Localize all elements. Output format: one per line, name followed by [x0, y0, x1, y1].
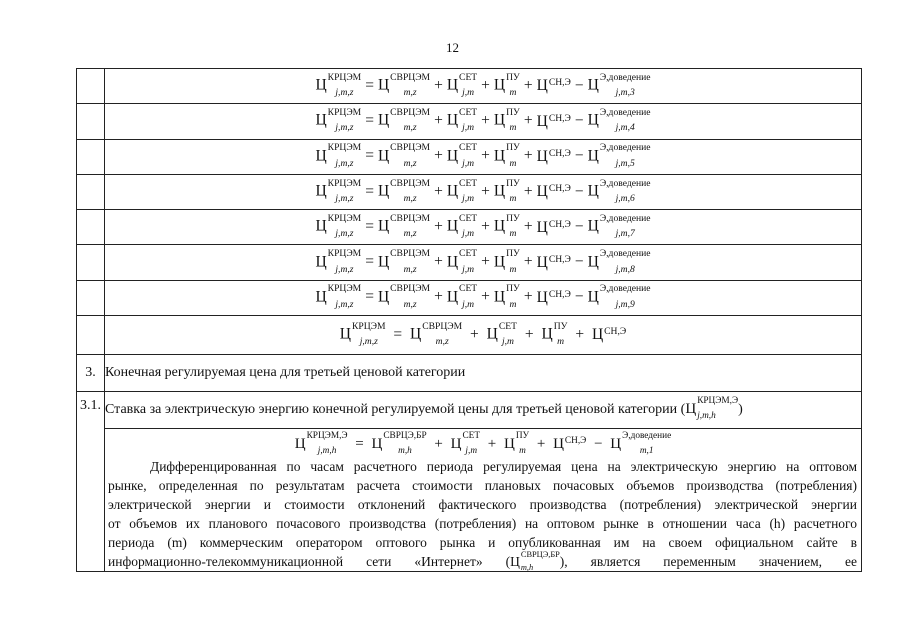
formula-cell [105, 174, 862, 209]
formula-row [77, 139, 862, 174]
term-set: Ц СЕТ j,m [446, 248, 478, 275]
term-sne: Ц СН,Э [536, 77, 571, 95]
term-sne: Ц СН,Э [536, 289, 571, 307]
term-pu: Ц ПУ m [503, 430, 530, 456]
row-number-cell [77, 139, 105, 174]
term-pu: Ц ПУ m [493, 142, 520, 169]
section-number: 3. [77, 355, 105, 392]
minus-sign: − [574, 253, 584, 271]
equals-sign: = [365, 253, 374, 271]
plus-sign: + [434, 76, 443, 94]
row-number-cell [77, 210, 105, 245]
term-krtsem: Ц КРЦЭМ j,m,z [339, 320, 386, 347]
plus-sign: + [481, 76, 490, 94]
term-set: Ц СЕТ j,m [486, 320, 517, 347]
equals-sign: = [365, 182, 374, 200]
formula-cell [105, 280, 862, 315]
term-svrtse-br: Ц СВРЦЭ,БР m,h [371, 430, 427, 456]
formula-row [77, 280, 862, 315]
minus-sign: − [574, 112, 584, 129]
term-set: Ц СЕТ j,m [446, 71, 478, 99]
term-svrtsem: Ц СВРЦЭМ m,z [410, 320, 463, 347]
term-edov: Ц Э,доведение j,m,9 [587, 283, 651, 310]
formula-section-3-1 [105, 429, 861, 457]
term-set: Ц СЕТ j,m [446, 177, 478, 204]
formula-row-no-deduction [77, 316, 862, 355]
plus-sign: + [523, 147, 533, 165]
plus-sign: + [524, 325, 534, 343]
section-title: Конечная регулируемая цена для третьей ценовой категории [105, 355, 862, 392]
term-svrtsem: Ц СВРЦЭМ m,z [377, 248, 431, 275]
term-krtsem: Ц КРЦЭМ j,m,z [315, 212, 362, 240]
term-svrtsem: Ц СВРЦЭМ m,z [377, 142, 431, 169]
term-edov: Ц Э,доведение j,m,3 [587, 71, 651, 99]
formula-cell [105, 316, 862, 355]
document-table [76, 68, 862, 572]
row-number-cell [77, 104, 105, 139]
term-pu: Ц ПУ m [493, 248, 520, 275]
equals-sign: = [365, 112, 374, 129]
term-edov: Ц Э,доведение j,m,5 [587, 142, 651, 169]
term-set: Ц СЕТ j,m [446, 107, 478, 134]
term-svrtsem: Ц СВРЦЭМ m,z [377, 71, 431, 99]
section-3-1-row [77, 392, 862, 429]
term-sne: Ц СН,Э [536, 147, 571, 165]
minus-sign: − [574, 147, 584, 165]
plus-sign: + [481, 147, 490, 165]
term-set: Ц СЕТ j,m [446, 212, 478, 240]
term-svrtsem: Ц СВРЦЭМ m,z [377, 283, 431, 310]
term-svrtsem: Ц СВРЦЭМ m,z [377, 177, 431, 204]
equals-sign: = [393, 325, 403, 343]
plus-sign: + [434, 217, 443, 235]
minus-sign: − [574, 76, 584, 94]
paragraph-line: рынке, определенная по результатам расчета стоимости плановых почасовых объемов производства (потребления) [108, 477, 857, 493]
plus-sign: + [481, 253, 490, 271]
term-set: Ц СЕТ j,m [446, 283, 478, 310]
term-edov: Ц Э,доведение m,1 [610, 430, 672, 456]
plus-sign: + [434, 253, 443, 271]
term-pu: Ц ПУ m [493, 71, 520, 99]
plus-sign: + [481, 217, 490, 235]
paragraph-line: от объемов их планового почасового производства (потребления) на оптовом рынке в отношении часа (h) расчетного [108, 515, 857, 531]
section-3-1-body-row [77, 429, 862, 572]
term-edov: Ц Э,доведение j,m,4 [587, 107, 651, 134]
term-krtsem: Ц КРЦЭМ j,m,z [315, 283, 362, 310]
plus-sign: + [523, 288, 533, 306]
term-svrtsem: Ц СВРЦЭМ m,z [377, 107, 431, 134]
plus-sign: + [523, 76, 533, 94]
plus-sign: + [536, 436, 546, 453]
plus-sign: + [434, 288, 443, 306]
plus-sign: + [481, 112, 490, 129]
plus-sign: + [434, 436, 443, 453]
section-rows [77, 316, 862, 572]
formula-cell [105, 69, 862, 104]
row-number-cell [77, 69, 105, 104]
term-pu: Ц ПУ m [493, 212, 520, 240]
formula-rows [77, 69, 862, 316]
term-svrtse-br-inline: Ц СВРЦЭ,БР m,h [510, 549, 560, 573]
term-sne: Ц СН,Э [536, 112, 571, 130]
formula-cell [105, 245, 862, 280]
plus-sign: + [434, 147, 443, 165]
term-krtsem: Ц КРЦЭМ j,m,z [315, 248, 362, 275]
term-krtsem: Ц КРЦЭМ j,m,z [315, 107, 362, 134]
term-krtsem-e: Ц КРЦЭМ,Э j,m,h [294, 430, 348, 456]
plus-sign: + [523, 253, 533, 271]
plus-sign: + [470, 325, 479, 343]
minus-sign: − [594, 436, 603, 453]
section-title: Ставка за электрическую энергию конечной регулируемой цены для третьей ценовой категории (Ц КРЦЭМ,Э j,m,h ) [105, 392, 862, 429]
formula-row [77, 69, 862, 104]
equals-sign: = [355, 436, 364, 453]
formula-row [77, 104, 862, 139]
section-3-row [77, 355, 862, 392]
term-edov: Ц Э,доведение j,m,6 [587, 177, 651, 204]
minus-sign: − [574, 217, 584, 235]
minus-sign: − [574, 288, 584, 306]
term-krtsem: Ц КРЦЭМ j,m,z [315, 177, 362, 204]
term-sne: Ц СН,Э [536, 218, 571, 236]
formula-cell [105, 210, 862, 245]
section-paragraph [105, 457, 861, 572]
plus-sign: + [434, 182, 443, 200]
term-krtsem: Ц КРЦЭМ j,m,z [315, 71, 362, 99]
row-number-cell [77, 280, 105, 315]
formula-row [77, 174, 862, 209]
term-pu: Ц ПУ m [493, 283, 520, 310]
plus-sign: + [434, 112, 443, 129]
plus-sign: + [487, 436, 497, 453]
term-sne: Ц СН,Э [591, 326, 627, 344]
row-number-cell [77, 316, 105, 355]
minus-sign: − [574, 182, 584, 200]
formula-row [77, 210, 862, 245]
formula-cell [105, 139, 862, 174]
term-svrtsem: Ц СВРЦЭМ m,z [377, 212, 431, 240]
section-body [105, 429, 862, 572]
row-number-cell [77, 245, 105, 280]
equals-sign: = [365, 147, 374, 165]
paragraph-line-last: информационно-телекоммуникационной сети «Интернет» (Ц СВРЦЭ,БР m,h ), является переменным значением, ее [108, 549, 858, 573]
paragraph-line: периода (m) коммерческим оператором оптового рынка и опубликованная им на своем официальном сайте в [108, 534, 857, 550]
section-number: 3.1. [77, 392, 105, 572]
page-number: 12 [446, 40, 459, 55]
plus-sign: + [523, 217, 533, 235]
paragraph-line: электрической энергии и стоимости отклонений фактического производства (потребления) электрической энергии [108, 496, 857, 512]
equals-sign: = [365, 288, 374, 306]
term-set: Ц СЕТ j,m [450, 430, 480, 456]
plus-sign: + [481, 288, 490, 306]
term-pu: Ц ПУ m [493, 107, 520, 134]
term-sne: Ц СН,Э [536, 253, 571, 271]
plus-sign: + [523, 112, 533, 129]
formula-cell [105, 104, 862, 139]
term-krtsem: Ц КРЦЭМ j,m,z [315, 142, 362, 169]
term-krtsem-e-inline: Ц КРЦЭМ,Э j,m,h [685, 396, 739, 421]
equals-sign: = [365, 217, 374, 235]
term-set: Ц СЕТ j,m [446, 142, 478, 169]
formula-row [77, 245, 862, 280]
row-number-cell [77, 174, 105, 209]
term-pu: Ц ПУ m [541, 320, 568, 347]
term-edov: Ц Э,доведение j,m,7 [587, 212, 651, 240]
term-edov: Ц Э,доведение j,m,8 [587, 248, 651, 275]
term-pu: Ц ПУ m [493, 177, 520, 204]
plus-sign: + [481, 182, 490, 200]
equals-sign: = [365, 76, 374, 94]
plus-sign: + [523, 182, 533, 200]
term-sne: Ц СН,Э [553, 435, 587, 453]
paragraph-line: Дифференцированная по часам расчетного периода регулируемая цена на электрическую энергию на оптовом [150, 458, 857, 474]
plus-sign: + [575, 325, 585, 343]
term-sne: Ц СН,Э [536, 183, 571, 201]
